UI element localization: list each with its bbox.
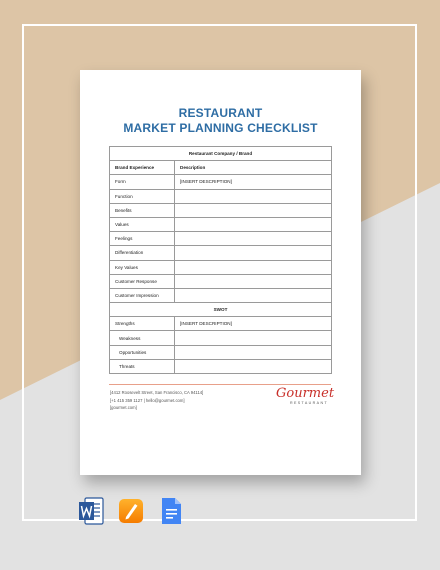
swot-header-row xyxy=(110,303,332,317)
table-row xyxy=(110,189,332,203)
row-label: Customer Impression xyxy=(110,288,175,302)
row-description[interactable] xyxy=(175,189,332,203)
row-description[interactable] xyxy=(175,203,332,217)
table-row xyxy=(110,331,332,345)
row-label: Key Values xyxy=(110,260,175,274)
row-description[interactable] xyxy=(175,288,332,302)
checklist-table xyxy=(109,146,332,374)
footer-divider xyxy=(109,384,331,385)
logo-subtitle: RESTAURANT xyxy=(289,401,329,405)
row-description[interactable] xyxy=(175,260,332,274)
google-docs-icon[interactable] xyxy=(158,496,184,526)
row-label: Function xyxy=(110,189,175,203)
document-title-line1: RESTAURANT xyxy=(178,106,263,120)
table-row xyxy=(110,175,332,189)
row-label: Threats xyxy=(110,359,175,373)
row-description[interactable]: [INSERT DESCRIPTION] xyxy=(175,317,332,331)
column-header-row xyxy=(110,161,332,175)
logo-name: Gourmet xyxy=(276,386,335,401)
table-row xyxy=(110,288,332,302)
table-header-row xyxy=(110,147,332,161)
table-header: Restaurant Company / Brand xyxy=(110,147,332,161)
row-label: Weakness xyxy=(110,331,175,345)
column-header-description: Description xyxy=(175,161,332,175)
row-description[interactable] xyxy=(175,217,332,231)
row-description[interactable] xyxy=(175,345,332,359)
column-header-brand: Brand Experience xyxy=(110,161,175,175)
row-description[interactable] xyxy=(175,359,332,373)
table-row xyxy=(110,203,332,217)
table-row xyxy=(110,345,332,359)
swot-header: SWOT xyxy=(110,303,332,317)
table-row xyxy=(110,274,332,288)
table-row xyxy=(110,246,332,260)
row-label: Values xyxy=(110,217,175,231)
word-icon[interactable] xyxy=(78,496,104,526)
document-title-line2: MARKET PLANNING CHECKLIST xyxy=(123,121,318,135)
row-label: Opportunities xyxy=(110,345,175,359)
document-page xyxy=(80,70,361,475)
gourmet-logo xyxy=(276,386,335,405)
row-description[interactable] xyxy=(175,246,332,260)
row-description[interactable] xyxy=(175,331,332,345)
table-row xyxy=(110,217,332,231)
footer-website: [gourmet.com] xyxy=(110,405,137,411)
table-row xyxy=(110,359,332,373)
footer-address-block xyxy=(110,389,203,412)
row-label: Benefits xyxy=(110,203,175,217)
row-description[interactable]: [INSERT DESCRIPTION] xyxy=(175,175,332,189)
footer-address: [4412 Roosevelt Street, San Francisco, CA 94114] xyxy=(110,390,204,395)
row-description[interactable] xyxy=(175,232,332,246)
row-label: Form xyxy=(110,175,175,189)
row-label: Customer Response xyxy=(110,274,175,288)
row-label: Differentiation xyxy=(110,246,175,260)
row-description[interactable] xyxy=(175,274,332,288)
row-label: Feelings xyxy=(110,232,175,246)
table-row xyxy=(110,260,332,274)
table-row xyxy=(110,317,332,331)
table-row xyxy=(110,232,332,246)
row-label: Strengths xyxy=(110,317,175,331)
footer-contact: [+1 415 359 1127 | hello@gourmet.com] xyxy=(110,397,185,403)
pages-icon[interactable] xyxy=(118,496,144,526)
